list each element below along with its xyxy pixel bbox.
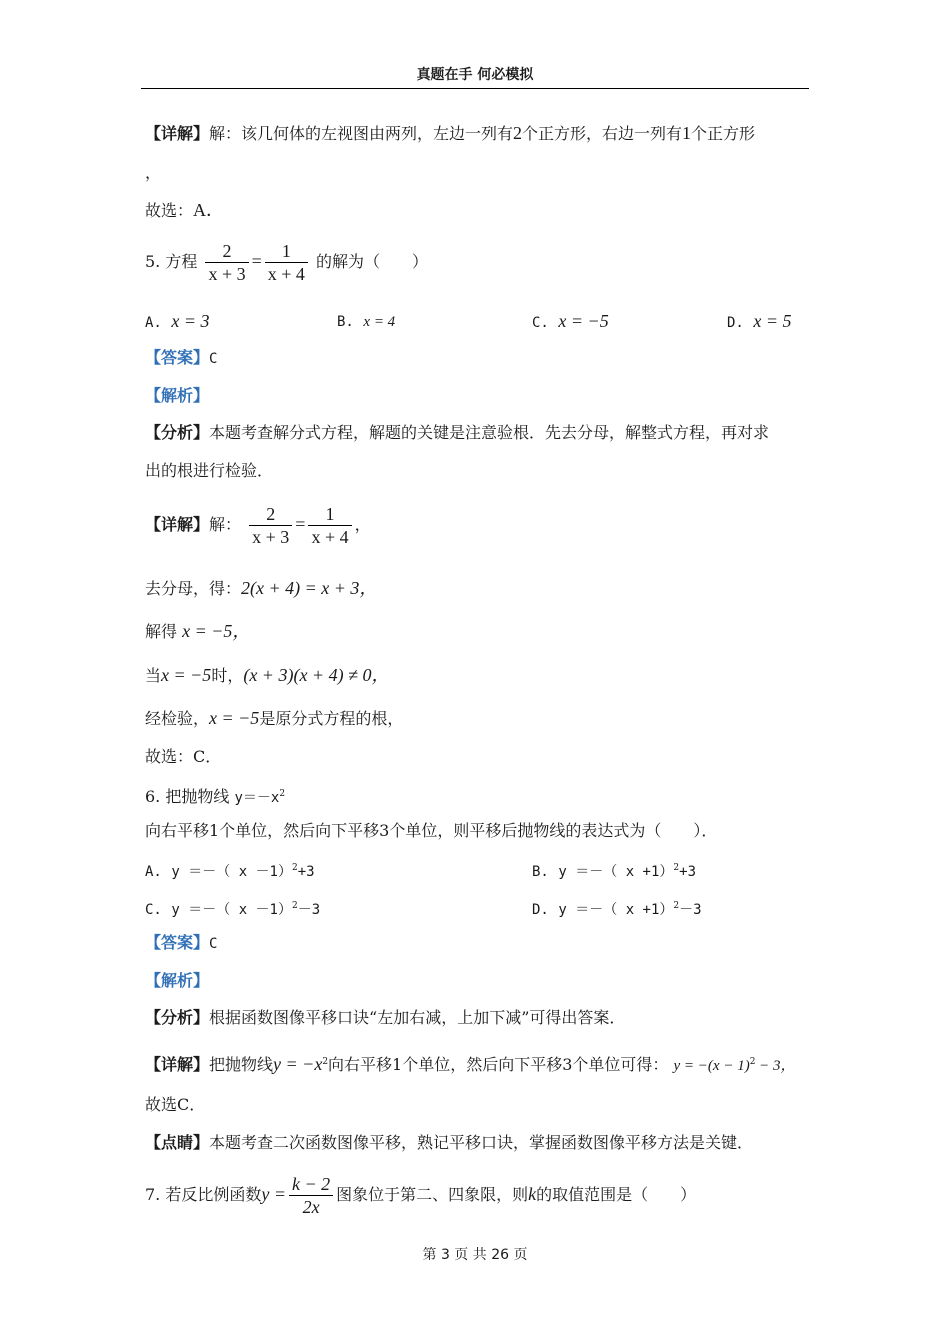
detail-text: 把抛物线 — [209, 1055, 274, 1074]
answer-tag: 【答案】 — [145, 933, 210, 952]
answer-value: C — [209, 936, 218, 952]
q6-stem — [145, 783, 285, 809]
q6-stem-line2: 向右平移1个单位，然后向下平移3个单位，则平移后抛物线的表达式为（ ）． — [145, 821, 718, 840]
detail-prefix: 解： — [209, 515, 242, 534]
analysis-tag: 【解析】 — [145, 386, 210, 405]
frac-num: 2 — [266, 504, 276, 524]
option-tail: +3 — [679, 864, 697, 880]
choice-value: A． — [193, 200, 225, 220]
option-exp: 2 — [673, 901, 680, 911]
q7-prefix: 若反比例函数 — [165, 1185, 262, 1204]
choice-text: 故选： — [145, 201, 194, 220]
step-label: 去分母，得： — [145, 579, 242, 598]
answer-tag: 【答案】 — [145, 348, 210, 367]
q5-detail-lhs-fraction — [249, 503, 292, 548]
q5-rhs-den: x + 4 — [265, 262, 308, 285]
q6-option-a — [145, 857, 315, 883]
detail-text-b: 个正方形，右边一列有 — [522, 124, 683, 143]
q5-lhs-num: 2 — [222, 241, 232, 261]
step-expr: x = −5 — [161, 665, 212, 685]
option-tail: +3 — [297, 864, 315, 880]
detail-result-exp: 2 — [749, 1057, 756, 1067]
step-suffix: 是原分式方程的根， — [259, 709, 404, 728]
q5-rhs-num: 1 — [281, 241, 291, 261]
header-rule — [141, 88, 809, 89]
q7-stem — [145, 1173, 696, 1218]
option-value: x = 4 — [363, 314, 396, 330]
frac-num: 1 — [325, 504, 335, 524]
q5-eq: = — [251, 251, 262, 271]
prev-detail-line — [145, 122, 755, 145]
q5-answer — [145, 347, 217, 370]
answer-value: C — [209, 351, 218, 367]
fenxi-text: 根据函数图像平移口诀“左加右减，上加下减”可得出答案． — [209, 1008, 626, 1027]
option-exp: 2 — [673, 863, 680, 873]
option-label: D. — [727, 315, 744, 331]
q5-number: 5. — [145, 252, 161, 271]
eq-sign: = — [295, 514, 306, 534]
analysis-tag: 【解析】 — [145, 971, 210, 990]
detail-exp: 2 — [322, 1057, 329, 1067]
q5-option-b — [337, 310, 395, 333]
dianjing-tag: 【点睛】 — [145, 1133, 210, 1152]
q6-expr: y＝－x — [234, 790, 280, 806]
step-expr: (x + 3)(x + 4) ≠ 0， — [243, 665, 390, 685]
q5-step2 — [145, 620, 250, 643]
option-exp: 2 — [291, 901, 298, 911]
option-value: x = 3 — [171, 311, 210, 331]
q5-step3 — [145, 664, 389, 687]
frac-den: x + 4 — [308, 525, 351, 548]
detail-tag: 【详解】 — [145, 124, 210, 143]
q5-detail — [145, 503, 371, 548]
option-tail: －3 — [297, 902, 321, 918]
q6-option-d — [532, 895, 702, 921]
page-header: 真题在手 何必模拟 — [416, 67, 534, 83]
option-label: A. — [145, 864, 162, 880]
q6-option-c — [145, 895, 320, 921]
step-mid: 时， — [211, 666, 244, 685]
q5-option-c — [532, 310, 609, 334]
q7-suffix: 的取值范围是（ ） — [536, 1185, 697, 1204]
detail-text-c: 个正方形 — [691, 124, 756, 143]
detail-comma: ， — [354, 515, 371, 534]
number-2: 2 — [513, 123, 523, 143]
q5-option-a — [145, 310, 210, 334]
option-value: x = 5 — [753, 311, 792, 331]
q7-mid: 图象位于第二、四象限，则 — [336, 1185, 529, 1204]
option-label: A. — [145, 315, 162, 331]
q5-fenxi-line2: 出的根进行检验． — [145, 461, 274, 480]
q5-option-d — [727, 310, 792, 334]
option-label: D. — [532, 902, 549, 918]
option-label: C. — [145, 902, 162, 918]
number-1: 1 — [682, 123, 692, 143]
step-label: 当 — [145, 666, 162, 685]
page-footer: 第 3 页 共 26 页 — [422, 1247, 528, 1263]
q6-detail — [145, 1051, 796, 1077]
q5-rhs-fraction — [265, 240, 308, 285]
detail-result-tail: − 3， — [755, 1058, 796, 1074]
q6-option-b — [532, 857, 696, 883]
fenxi-tag: 【分析】 — [145, 423, 210, 442]
frac-den: x + 3 — [249, 525, 292, 548]
q7-number: 7. — [145, 1185, 161, 1204]
q7-var: k — [528, 1184, 537, 1204]
q5-analysis-tag — [145, 385, 209, 407]
q5-lhs-den: x + 3 — [205, 262, 248, 285]
q6-number: 6. — [145, 787, 161, 806]
option-value: y ＝－（ x －1） — [171, 902, 292, 918]
q6-exp: 2 — [279, 789, 286, 799]
q7-lhs: y = — [261, 1184, 287, 1204]
frac-num: k − 2 — [292, 1174, 331, 1194]
step-expr: 2(x + 4) = x + 3， — [241, 578, 378, 598]
q5-choice: 故选：C． — [145, 747, 222, 766]
step-expr: x = −5， — [182, 621, 251, 641]
q5-step1 — [145, 577, 377, 600]
detail-text-b: 向右平移1个单位，然后向下平移3个单位可得： — [328, 1055, 669, 1074]
option-exp: 2 — [291, 863, 298, 873]
prev-detail-comma: ， — [145, 163, 162, 182]
option-tail: －3 — [679, 902, 702, 918]
option-label: C. — [532, 315, 549, 331]
dianjing-text: 本题考查二次函数图像平移，熟记平移口诀，掌握函数图像平移方法是关键． — [209, 1133, 754, 1152]
q6-answer — [145, 932, 217, 955]
q5-lhs-fraction — [205, 240, 248, 285]
detail-expr: y = −x — [273, 1054, 323, 1074]
option-label: B. — [337, 314, 354, 330]
q6-choice: 故选C． — [145, 1095, 206, 1114]
q6-dianjing — [145, 1132, 753, 1154]
q5-suffix: 的解为（ ） — [316, 252, 429, 271]
detail-result: y = −(x − 1) — [673, 1058, 750, 1074]
q5-fenxi-line1 — [145, 422, 769, 444]
q7-fraction — [289, 1173, 333, 1218]
fenxi-tag: 【分析】 — [145, 1008, 210, 1027]
q5-prefix: 方程 — [165, 252, 198, 271]
q5-stem — [145, 240, 428, 285]
option-value: y ＝－（ x －1） — [171, 864, 292, 880]
option-value: y ＝－（ x +1） — [558, 902, 674, 918]
step-expr: x = −5 — [209, 708, 260, 728]
q6-analysis-tag — [145, 970, 209, 992]
detail-text: 解：该几何体的左视图由两列，左边一列有 — [209, 124, 514, 143]
detail-tag: 【详解】 — [145, 515, 210, 534]
q5-step4 — [145, 707, 403, 730]
prev-choice — [145, 199, 224, 222]
detail-tag: 【详解】 — [145, 1055, 210, 1074]
option-value: y ＝－（ x +1） — [558, 864, 674, 880]
q6-prefix: 把抛物线 — [165, 787, 230, 806]
frac-den: 2x — [289, 1195, 333, 1218]
step-label: 经检验， — [145, 709, 210, 728]
option-value: x = −5 — [558, 311, 609, 331]
option-label: B. — [532, 864, 549, 880]
q6-fenxi — [145, 1007, 625, 1029]
fenxi-text: 本题考查解分式方程，解题的关键是注意验根．先去分母，解整式方程，再对求 — [209, 423, 770, 442]
step-label: 解得 — [145, 622, 178, 641]
q5-detail-rhs-fraction — [308, 503, 351, 548]
